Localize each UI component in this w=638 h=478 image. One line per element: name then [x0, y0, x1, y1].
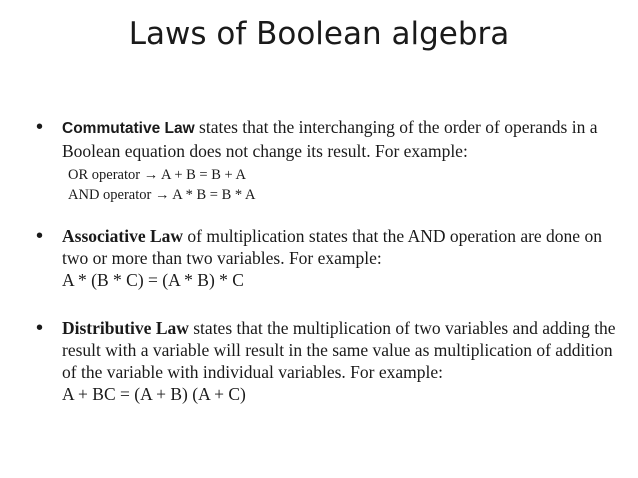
law-description: of multiplication states that the AND operation are done on two or more than two variables. For example: — [62, 226, 602, 268]
bullet-text — [62, 116, 617, 162]
example-and: AND operator → A * B = B * A — [68, 187, 256, 203]
formula: A + BC = (A + B) (A + C) — [62, 384, 246, 404]
bullet-marker: • — [36, 317, 44, 339]
bullet-body — [62, 116, 617, 205]
bullet-body — [62, 225, 617, 291]
bullet-text — [62, 225, 617, 269]
law-description: states that the interchanging of the order of operands in a Boolean equation does not change its result. For example: — [62, 117, 598, 161]
law-term: Commutative Law — [62, 120, 195, 137]
bullet-text — [62, 317, 617, 383]
bullet-marker: • — [36, 225, 44, 247]
law-term: Distributive Law — [62, 318, 189, 338]
law-term: Associative Law — [62, 226, 184, 246]
bullet-marker: • — [36, 116, 44, 138]
formula: A * (B * C) = (A * B) * C — [62, 270, 244, 290]
slide-title: Laws of Boolean algebra — [128, 16, 510, 52]
law-description: states that the multiplication of two variables and adding the result with a variable will result in the same value as multiplication of addition of the variable with individual variables. For example: — [62, 318, 616, 382]
bullet-body — [62, 317, 617, 405]
example-or: OR operator → A + B = B + A — [68, 167, 246, 183]
